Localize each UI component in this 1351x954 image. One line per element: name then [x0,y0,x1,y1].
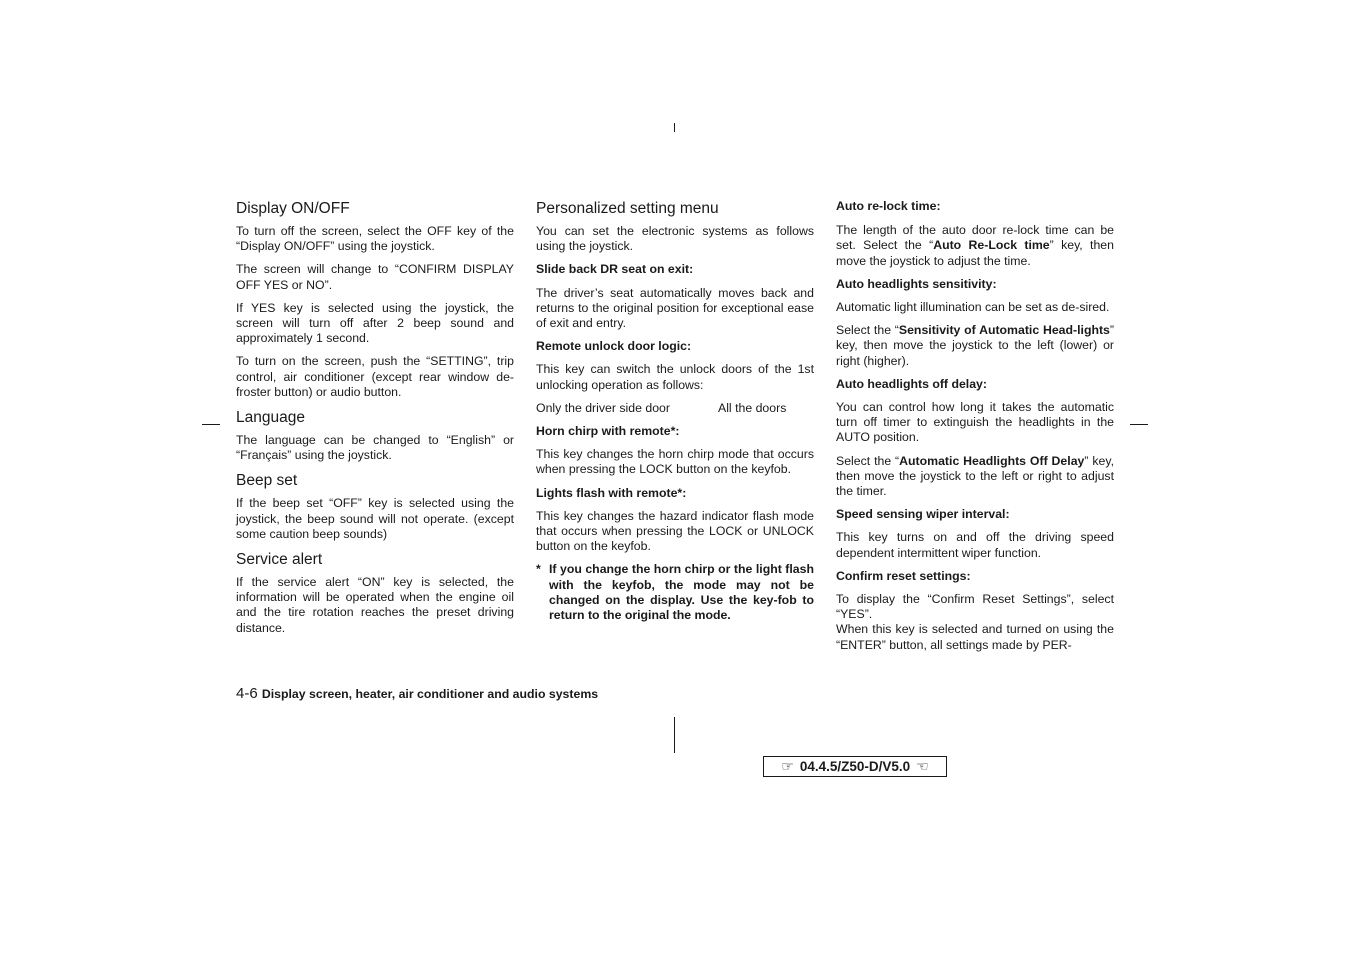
paragraph: Select the “Automatic Headlights Off Delay” key, then move the joystick to the left or right to adjust the timer. [836,453,1114,499]
subheading-remote-unlock: Remote unlock door logic: [536,339,692,354]
heading-service-alert: Service alert [236,551,323,569]
column-left [236,199,514,644]
paragraph: If the beep set “OFF” key is selected using the joystick, the beep sound will not operate. (except some caution beep sounds) [236,496,514,541]
paragraph: To turn on the screen, push the “SETTING”, trip control, air conditioner (except rear window de-froster button) or audio button. [236,354,514,399]
subheading-headlights-sensitivity: Auto headlights sensitivity: [836,276,997,291]
paragraph: The screen will change to “CONFIRM DISPLAY OFF YES or NO”. [236,262,514,292]
pointing-hand-right-icon: ☞ [781,758,794,774]
section-title: Display screen, heater, air conditioner and audio systems [261,687,599,701]
paragraph: You can set the electronic systems as follows using the joystick. [536,224,814,254]
paragraph: If YES key is selected using the joystick, the screen will turn off after 2 beep sound and approximately 1 second. [236,300,514,346]
paragraph: This key can switch the unlock doors of the 1st unlocking operation as follows: [536,362,814,392]
footnote [536,562,814,623]
column-middle [536,199,814,631]
paragraph: Automatic light illumination can be set as de-sired. [836,300,1110,315]
subheading-confirm-reset: Confirm reset settings: [836,568,971,583]
top-center-mark [674,123,675,132]
subheading-wiper-interval: Speed sensing wiper interval: [836,507,1010,522]
document-code-box [763,756,947,777]
right-crop-mark [1130,424,1148,425]
paragraph: When this key is selected and turned on using the “ENTER” button, all settings made by PER- [836,622,1114,652]
paragraph: This key turns on and off the driving speed dependent intermittent wiper function. [836,530,1114,560]
heading-personalized-menu: Personalized setting menu [536,200,719,217]
heading-display-onoff: Display ON/OFF [236,200,350,217]
column-right [836,199,1114,661]
paragraph: To turn off the screen, select the OFF key of the “Display ON/OFF” using the joystick. [236,224,514,254]
paragraph: To display the “Confirm Reset Settings”, select “YES”. [836,592,1114,622]
paragraph: This key changes the horn chirp mode that occurs when pressing the LOCK button on the keyfob. [536,447,814,477]
subheading-auto-relock: Auto re-lock time: [836,199,941,213]
footnote-marker: * [536,562,541,577]
page-footer [236,685,598,702]
unlock-options [536,401,814,416]
paragraph: The length of the auto door re-lock time can be set. Select the “Auto Re-Lock time” key, then move the joystick to adjust the time. [836,223,1114,268]
paragraph: You can control how long it takes the automatic turn off timer to extinguish the headlights in the AUTO position. [836,400,1114,445]
subheading-horn-chirp: Horn chirp with remote*: [536,424,680,439]
subheading-headlights-off-delay: Auto headlights off delay: [836,376,987,391]
paragraph: The language can be changed to “English” or “Français” using the joystick. [236,433,514,463]
document-code: 04.4.5/Z50-D/V5.0 [799,759,911,774]
subheading-lights-flash: Lights flash with remote*: [536,485,687,500]
paragraph: Select the “Sensitivity of Automatic Head-lights” key, then move the joystick to the left (lower) or right (higher). [836,323,1115,368]
footnote-text: If you change the horn chirp or the light flash with the keyfob, the mode may not be changed on the display. Use the key-fob to return to the original the mode. [549,562,814,623]
option-all-doors: All the doors [718,400,787,415]
heading-language: Language [236,409,305,427]
left-crop-mark [202,424,220,425]
subheading-slide-back: Slide back DR seat on exit: [536,262,694,277]
paragraph: If the service alert “ON” key is selected, the information will be operated when the engine oil and the tire rotation reaches the preset driving distance. [236,575,514,635]
paragraph: The driver’s seat automatically moves back and returns to the original position for exceptional ease of exit and entry. [536,285,814,331]
option-driver-door: Only the driver side door [536,400,670,415]
pointing-hand-left-icon: ☜ [916,758,929,774]
paragraph: This key changes the hazard indicator flash mode that occurs when pressing the LOCK or UNLOCK button on the keyfob. [536,508,814,554]
bottom-center-mark [674,717,675,753]
heading-beep-set: Beep set [236,472,298,490]
page-number: 4-6 [236,685,258,702]
